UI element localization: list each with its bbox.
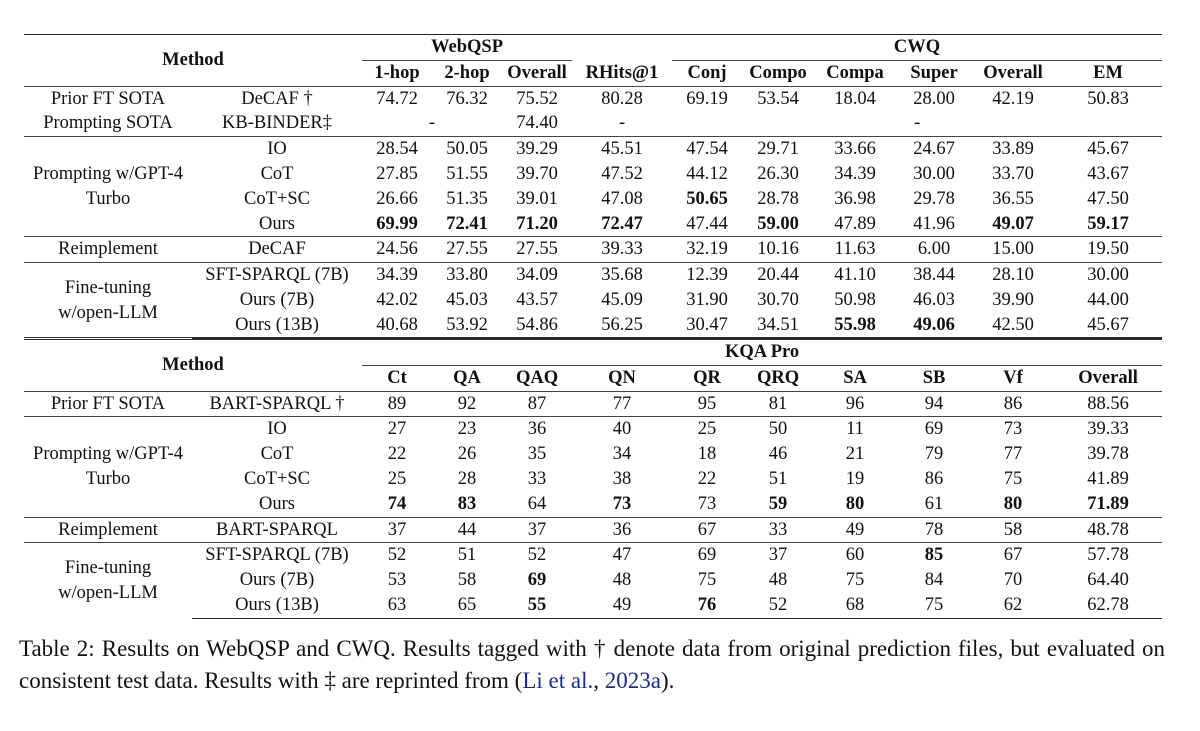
table-cell: 49 bbox=[814, 517, 896, 543]
column-header: Compo bbox=[749, 62, 807, 83]
table-cell: 75 bbox=[1003, 468, 1023, 489]
table-cell: 22 bbox=[387, 444, 407, 465]
table-row bbox=[24, 313, 1162, 338]
table-cell: 41.89 bbox=[1087, 468, 1129, 489]
table-cell: 30.47 bbox=[672, 313, 742, 338]
table-cell: 71.20 bbox=[516, 213, 558, 234]
table-cell: 28.54 bbox=[362, 137, 432, 162]
row-category bbox=[24, 137, 192, 237]
table-cell: 45.67 bbox=[1054, 313, 1162, 338]
table-cell: 23 bbox=[432, 417, 502, 442]
row-method: CoT bbox=[260, 163, 294, 184]
table-cell: 30.00 bbox=[1054, 263, 1162, 288]
table-cell: 51 bbox=[432, 543, 502, 568]
table-cell: 26 bbox=[457, 444, 477, 465]
column-header: QRQ bbox=[756, 367, 800, 388]
cwq-group-header: CWQ bbox=[672, 35, 1162, 61]
table-cell: 34.39 bbox=[834, 163, 876, 184]
table-cell: 42.02 bbox=[376, 289, 418, 310]
table-cell: 84 bbox=[924, 570, 944, 591]
table-cell: 76.32 bbox=[432, 86, 502, 111]
row-method: Ours bbox=[259, 213, 295, 234]
table-cell: 62.78 bbox=[1054, 593, 1162, 618]
table-cell: 33.66 bbox=[814, 137, 896, 162]
column-header: Conj bbox=[687, 62, 727, 83]
table-cell: 51 bbox=[768, 468, 788, 489]
table-cell: 50.98 bbox=[834, 289, 876, 310]
table-cell: 74.72 bbox=[362, 86, 432, 111]
table-cell: 38.44 bbox=[896, 263, 972, 288]
table-cell: 31.90 bbox=[686, 289, 728, 310]
row-category-text: Prompting w/GPT-4 Turbo bbox=[33, 444, 183, 489]
table-cell: 50 bbox=[742, 417, 814, 442]
row-method: SFT-SPARQL (7B) bbox=[192, 263, 362, 288]
column-header: RHits@1 bbox=[585, 62, 659, 83]
row-method: BART-SPARQL † bbox=[192, 391, 362, 417]
table-cell: 36.98 bbox=[834, 188, 876, 209]
column-header: QR bbox=[693, 367, 721, 388]
table-row bbox=[24, 568, 1162, 593]
row-method: BART-SPARQL bbox=[192, 517, 362, 543]
table-row bbox=[24, 391, 1162, 417]
table-cell: 35.68 bbox=[572, 263, 672, 288]
table-cell: 26.30 bbox=[757, 163, 799, 184]
table-cell: 33 bbox=[742, 517, 814, 543]
table-cell: 15.00 bbox=[972, 237, 1054, 263]
table-cell: 75.52 bbox=[502, 86, 572, 111]
row-category-text: Prompting w/GPT-4 Turbo bbox=[33, 163, 183, 209]
table-cell: 52 bbox=[742, 593, 814, 618]
kqapro-group-header: KQA Pro bbox=[362, 339, 1162, 366]
table-cell: 47.50 bbox=[1087, 188, 1129, 209]
table-cell: 29.78 bbox=[913, 188, 955, 209]
table-row bbox=[24, 111, 1162, 136]
citation-link-year[interactable]: 2023a bbox=[604, 668, 661, 693]
table-cell: 95 bbox=[672, 391, 742, 417]
table-cell: 36.55 bbox=[992, 188, 1034, 209]
table-cell: 47.52 bbox=[601, 163, 643, 184]
table-cell: 81 bbox=[742, 391, 814, 417]
table-cell: 50.05 bbox=[432, 137, 502, 162]
table-row bbox=[24, 417, 1162, 442]
table-cell: 76 bbox=[672, 593, 742, 618]
results-table-webqsp-cwq bbox=[24, 34, 1162, 339]
table-cell: 46.03 bbox=[913, 289, 955, 310]
row-category: Prior FT SOTA bbox=[24, 86, 192, 111]
table-cell: 55 bbox=[502, 593, 572, 618]
table-cell: 67 bbox=[672, 517, 742, 543]
table-cell: 22 bbox=[697, 468, 717, 489]
table-row bbox=[24, 162, 1162, 187]
table-cell: 47 bbox=[572, 543, 672, 568]
table-caption bbox=[19, 633, 1165, 697]
table-cell: 86 bbox=[924, 468, 944, 489]
table-cell: 35 bbox=[527, 444, 547, 465]
table-cell: 89 bbox=[362, 391, 432, 417]
table-cell: 67 bbox=[972, 543, 1054, 568]
table-cell: 69 bbox=[896, 417, 972, 442]
row-category: Prompting SOTA bbox=[43, 113, 173, 134]
table-cell: 86 bbox=[972, 391, 1054, 417]
results-table-kqapro bbox=[24, 337, 1162, 619]
table-cell: 29.71 bbox=[742, 137, 814, 162]
table-cell: 10.16 bbox=[742, 237, 814, 263]
table-cell: 37 bbox=[502, 517, 572, 543]
table-cell: 63 bbox=[362, 593, 432, 618]
table-cell: 77 bbox=[572, 391, 672, 417]
table-cell: 75 bbox=[845, 570, 865, 591]
table-cell: 19 bbox=[845, 468, 865, 489]
row-category bbox=[24, 417, 192, 517]
row-method: Ours (7B) bbox=[239, 570, 315, 591]
column-header: SA bbox=[843, 367, 867, 388]
table-cell: 34.39 bbox=[362, 263, 432, 288]
column-header: 1-hop bbox=[374, 62, 420, 83]
row-method: IO bbox=[192, 137, 362, 162]
row-category-text: Fine-tuning w/open-LLM bbox=[58, 558, 158, 603]
table-cell: 47.44 bbox=[686, 213, 728, 234]
caption-sep: , bbox=[593, 668, 605, 693]
table-cell: 55.98 bbox=[814, 313, 896, 338]
table-cell: 39.78 bbox=[1087, 444, 1129, 465]
row-method: Ours (13B) bbox=[192, 313, 362, 338]
table-cell: 49.07 bbox=[992, 213, 1034, 234]
table-cell: 38 bbox=[612, 468, 632, 489]
caption-end: ). bbox=[660, 668, 675, 693]
column-header: QAQ bbox=[515, 367, 559, 388]
row-category: Reimplement bbox=[24, 517, 192, 543]
table-cell: 59.17 bbox=[1087, 213, 1129, 234]
table-cell: 37 bbox=[742, 543, 814, 568]
column-header: Overall bbox=[1078, 367, 1138, 388]
table-cell: 41.96 bbox=[913, 213, 955, 234]
table-row bbox=[24, 492, 1162, 517]
column-header: QN bbox=[608, 367, 636, 388]
column-header: Super bbox=[910, 62, 958, 83]
table-cell: 50.65 bbox=[686, 188, 728, 209]
table-cell: 51.35 bbox=[446, 188, 488, 209]
table-cell: 19.50 bbox=[1054, 237, 1162, 263]
caption-text: Table 2: Results on WebQSP and CWQ. Results tagged with † denote data from original prediction files, but evaluated on consistent test data. Results with ‡ are reprinted from ( bbox=[19, 636, 1165, 693]
table-cell: 12.39 bbox=[672, 263, 742, 288]
table-cell: 33.80 bbox=[432, 263, 502, 288]
table-cell: 44 bbox=[432, 517, 502, 543]
table-cell: 74.40 bbox=[516, 113, 558, 134]
table-cell: 34.09 bbox=[502, 263, 572, 288]
table-cell: 64 bbox=[527, 493, 547, 514]
table-row bbox=[24, 288, 1162, 313]
table-cell: 58 bbox=[457, 570, 477, 591]
row-method: IO bbox=[192, 417, 362, 442]
table-cell: 59 bbox=[768, 493, 788, 514]
table-cell: 24.67 bbox=[896, 137, 972, 162]
column-header: Overall bbox=[507, 62, 567, 83]
table-cell: 65 bbox=[432, 593, 502, 618]
table-cell: 77 bbox=[1003, 444, 1023, 465]
table-cell: 80.28 bbox=[572, 86, 672, 111]
table-cell: 30.70 bbox=[757, 289, 799, 310]
table-cell: 47.54 bbox=[672, 137, 742, 162]
table-cell: 45.03 bbox=[446, 289, 488, 310]
row-method: DeCAF bbox=[192, 237, 362, 263]
table-row bbox=[24, 187, 1162, 212]
table-cell: 50.83 bbox=[1054, 86, 1162, 111]
table-cell: 69 bbox=[672, 543, 742, 568]
table-cell: 24.56 bbox=[362, 237, 432, 263]
column-header: Overall bbox=[983, 62, 1043, 83]
table-cell: 45.09 bbox=[601, 289, 643, 310]
table-cell: 40 bbox=[572, 417, 672, 442]
table-cell: 70 bbox=[1003, 570, 1023, 591]
table-cell: 39.33 bbox=[572, 237, 672, 263]
table-row bbox=[24, 212, 1162, 237]
webqsp-group-header: WebQSP bbox=[362, 35, 572, 61]
table-cell: 36 bbox=[572, 517, 672, 543]
table-cell: 34 bbox=[612, 444, 632, 465]
table-cell: - bbox=[913, 113, 921, 134]
table-cell: 48 bbox=[768, 570, 788, 591]
table-cell: 75 bbox=[697, 570, 717, 591]
table-cell: 69.99 bbox=[376, 213, 418, 234]
table-cell: 80 bbox=[1003, 493, 1023, 514]
table-cell: 62 bbox=[972, 593, 1054, 618]
table-row bbox=[24, 543, 1162, 568]
row-method: KB-BINDER‡ bbox=[222, 113, 332, 134]
table-cell: 48 bbox=[612, 570, 632, 591]
table-cell: 64.40 bbox=[1087, 570, 1129, 591]
table-cell: 79 bbox=[924, 444, 944, 465]
table-cell: 37 bbox=[362, 517, 432, 543]
table-cell: 94 bbox=[896, 391, 972, 417]
table-cell: 49 bbox=[572, 593, 672, 618]
row-category bbox=[24, 263, 192, 338]
table-cell: 58 bbox=[972, 517, 1054, 543]
table-row bbox=[24, 86, 1162, 111]
table-cell: 26.66 bbox=[376, 188, 418, 209]
table-cell: 39.01 bbox=[516, 188, 558, 209]
table-cell: 11 bbox=[814, 417, 896, 442]
table-cell: 73 bbox=[697, 493, 717, 514]
row-method: SFT-SPARQL (7B) bbox=[192, 543, 362, 568]
table-cell: 53.92 bbox=[432, 313, 502, 338]
table-cell: 57.78 bbox=[1054, 543, 1162, 568]
table-cell: 69 bbox=[527, 570, 547, 591]
table-cell: 33.70 bbox=[992, 163, 1034, 184]
table-cell: 60 bbox=[814, 543, 896, 568]
table-cell: 45.67 bbox=[1054, 137, 1162, 162]
column-header: QA bbox=[453, 367, 481, 388]
row-method: CoT+SC bbox=[244, 188, 310, 209]
table-cell: 41.10 bbox=[814, 263, 896, 288]
table-cell: 44.12 bbox=[686, 163, 728, 184]
table-cell: 87 bbox=[502, 391, 572, 417]
table-cell: 39.33 bbox=[1054, 417, 1162, 442]
row-method: Ours bbox=[259, 493, 295, 514]
table-cell: 27.85 bbox=[376, 163, 418, 184]
table-cell: 39.70 bbox=[516, 163, 558, 184]
table-row bbox=[24, 517, 1162, 543]
table-cell: 32.19 bbox=[672, 237, 742, 263]
table-row bbox=[24, 593, 1162, 618]
column-header: 2-hop bbox=[444, 62, 490, 83]
table-cell: 47.08 bbox=[601, 188, 643, 209]
table-cell: 11.63 bbox=[814, 237, 896, 263]
table-cell: 59.00 bbox=[757, 213, 799, 234]
table-cell: 96 bbox=[814, 391, 896, 417]
table-cell: 30.00 bbox=[913, 163, 955, 184]
row-method: Ours (13B) bbox=[192, 593, 362, 618]
table-cell: 28.10 bbox=[972, 263, 1054, 288]
table-row bbox=[24, 237, 1162, 263]
table-cell: 61 bbox=[924, 493, 944, 514]
row-category bbox=[24, 543, 192, 618]
table-cell: 6.00 bbox=[896, 237, 972, 263]
table-cell: 25 bbox=[672, 417, 742, 442]
table-row bbox=[24, 442, 1162, 467]
table-cell: 56.25 bbox=[572, 313, 672, 338]
table-cell: 73 bbox=[972, 417, 1054, 442]
column-header: EM bbox=[1093, 62, 1123, 83]
table-cell: 39.29 bbox=[502, 137, 572, 162]
table-cell: 18 bbox=[697, 444, 717, 465]
row-method: Ours (7B) bbox=[239, 289, 315, 310]
column-header: SB bbox=[922, 367, 946, 388]
table-cell: 27.55 bbox=[432, 237, 502, 263]
column-header: Ct bbox=[387, 367, 407, 388]
table-cell: 28.78 bbox=[757, 188, 799, 209]
table-cell: 34.51 bbox=[742, 313, 814, 338]
table-cell: 49.06 bbox=[896, 313, 972, 338]
row-method: CoT+SC bbox=[244, 468, 310, 489]
table-row bbox=[24, 263, 1162, 288]
table-cell: 20.44 bbox=[742, 263, 814, 288]
table-cell: 39.90 bbox=[992, 289, 1034, 310]
table-cell: 27.55 bbox=[502, 237, 572, 263]
table-cell: 21 bbox=[845, 444, 865, 465]
table-row bbox=[24, 137, 1162, 162]
table-cell: 36 bbox=[502, 417, 572, 442]
table-cell: 45.51 bbox=[572, 137, 672, 162]
row-category: Reimplement bbox=[24, 237, 192, 263]
table-cell: 69.19 bbox=[672, 86, 742, 111]
method-header: Method bbox=[24, 35, 362, 87]
column-header: Vf bbox=[1003, 367, 1023, 388]
table-cell: 72.41 bbox=[446, 213, 488, 234]
table-cell: 33 bbox=[527, 468, 547, 489]
table-cell: 27 bbox=[362, 417, 432, 442]
table-cell: 54.86 bbox=[502, 313, 572, 338]
column-header: Compa bbox=[826, 62, 884, 83]
table-cell: 33.89 bbox=[972, 137, 1054, 162]
table-cell: 72.47 bbox=[601, 213, 643, 234]
table-cell: 73 bbox=[612, 493, 632, 514]
table-cell: 25 bbox=[387, 468, 407, 489]
table-cell: 48.78 bbox=[1054, 517, 1162, 543]
table-cell: 92 bbox=[432, 391, 502, 417]
table-row bbox=[24, 467, 1162, 492]
row-method: DeCAF † bbox=[192, 86, 362, 111]
table-cell: 28.00 bbox=[896, 86, 972, 111]
citation-link-author[interactable]: Li et al. bbox=[522, 668, 594, 693]
table-cell: 46 bbox=[768, 444, 788, 465]
table-cell: - bbox=[428, 113, 436, 134]
table-cell: 71.89 bbox=[1087, 493, 1129, 514]
table-cell: 68 bbox=[814, 593, 896, 618]
table-cell: 83 bbox=[457, 493, 477, 514]
row-category: Prior FT SOTA bbox=[24, 391, 192, 417]
table-cell: 47.89 bbox=[834, 213, 876, 234]
table-cell: 40.68 bbox=[362, 313, 432, 338]
table-cell: 53 bbox=[387, 570, 407, 591]
table-cell: 80 bbox=[845, 493, 865, 514]
table-cell: 75 bbox=[896, 593, 972, 618]
table-cell: 85 bbox=[896, 543, 972, 568]
row-method: CoT bbox=[260, 444, 294, 465]
table-cell: 52 bbox=[362, 543, 432, 568]
table-cell: 18.04 bbox=[814, 86, 896, 111]
table-cell: 51.55 bbox=[446, 163, 488, 184]
table-cell: 43.57 bbox=[516, 289, 558, 310]
table-cell: 52 bbox=[502, 543, 572, 568]
table-cell: 43.67 bbox=[1087, 163, 1129, 184]
table-cell: 74 bbox=[387, 493, 407, 514]
table-cell: 78 bbox=[896, 517, 972, 543]
row-category-text: Fine-tuning w/open-LLM bbox=[58, 277, 158, 323]
table-cell: 42.50 bbox=[972, 313, 1054, 338]
table-cell: 28 bbox=[457, 468, 477, 489]
method-header: Method bbox=[24, 339, 362, 392]
table-cell: 53.54 bbox=[742, 86, 814, 111]
table-cell: 88.56 bbox=[1054, 391, 1162, 417]
table-cell: - bbox=[618, 113, 626, 134]
table-cell: 42.19 bbox=[972, 86, 1054, 111]
table-cell: 44.00 bbox=[1087, 289, 1129, 310]
